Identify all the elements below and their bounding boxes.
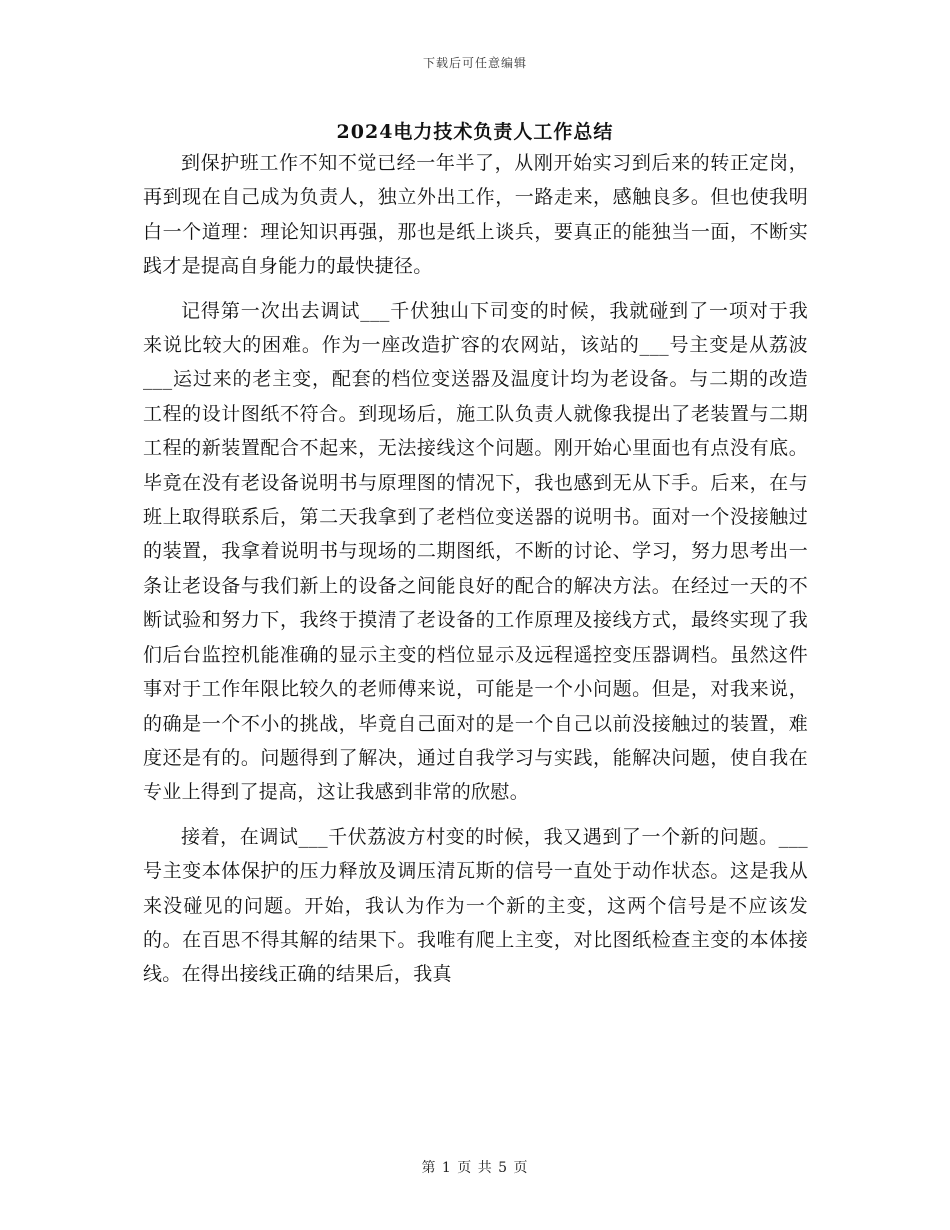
document-title: 2024电力技术负责人工作总结 — [336, 121, 614, 143]
paragraph: 接着，在调试___千伏荔波方村变的时候，我又遇到了一个新的问题。___号主变本体保护的压力释放及调压清瓦斯的信号一直处于动作状态。这是我从来没碰见的问题。开始，我认为作为一个新的主变，这两个信号是不应该发的。在百思不得其解的结果下。我唯有爬上主变，对比图纸检查主变的本体接线。在得出接线正确的结果后，我真 — [143, 825, 808, 986]
header-note: 下载后可任意编辑 — [422, 56, 527, 70]
paragraph: 到保护班工作不知不觉已经一年半了，从刚开始实习到后来的转正定岗，再到现在自己成为负责人，独立外出工作，一路走来，感触良多。但也使我明白一个道理：理论知识再强，那也是纸上谈兵，要真正的能独当一面，不断实践才是提高自身能力的最快捷径。 — [143, 152, 808, 278]
page-number: 第 1 页 共 5 页 — [421, 1160, 529, 1176]
paragraph: 记得第一次出去调试___千伏独山下司变的时候，我就碰到了一项对于我来说比较大的困难。作为一座改造扩容的农网站，该站的___号主变是从荔波___运过来的老主变，配套的档位变送器及温度计均为老设备。与二期的改造工程的设计图纸不符合。到现场后，施工队负责人就像我提出了老装置与二期工程的新装置配合不起来，无法接线这个问题。刚开始心里面也有点没有底。毕竟在没有老设备说明书与原理图的情况下，我也感到无从下手。后来，在与班上取得联系后，第二天我拿到了老档位变送器的说明书。面对一个没接触过的装置，我拿着说明书与现场的二期图纸，不断的讨论、学习，努力思考出一条让老设备与我们新上的设备之间能良好的配合的解决方法。在经过一天的不断试验和努力下，我终于摸清了老设备的工作原理及接线方式，最终实现了我们后台监控机能准确的显示主变的档位显示及远程遥控变压器调档。虽然这件事对于工作年限比较久的老师傅来说，可能是一个小问题。但是，对我来说，的确是一个不小的挑战，毕竟自己面对的是一个自己以前没接触过的装置，难度还是有的。问题得到了解决，通过自我学习与实践，能解决问题，使自我在专业上得到了提高，这让我感到非常的欣慰。 — [143, 299, 808, 804]
document-body — [143, 146, 808, 992]
